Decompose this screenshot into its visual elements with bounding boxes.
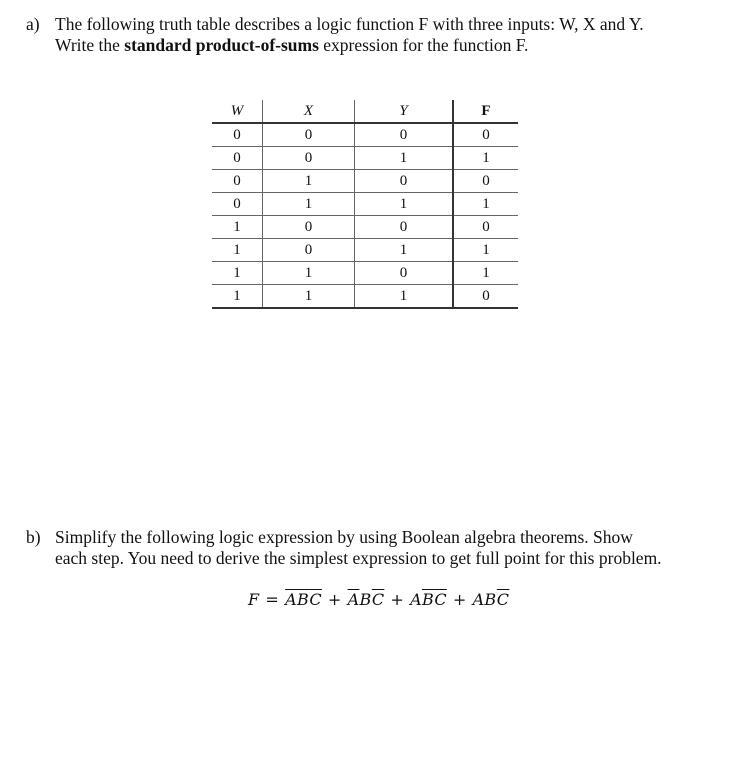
cell-x: 1 <box>263 170 355 193</box>
truth-table-header <box>212 100 518 123</box>
cell-y: 1 <box>355 193 454 216</box>
cell-w: 0 <box>212 147 263 170</box>
truth-table <box>212 100 518 309</box>
cell-x: 1 <box>263 285 355 309</box>
table-row <box>212 216 518 239</box>
cell-w: 1 <box>212 216 263 239</box>
formula-equals: = <box>265 590 280 609</box>
question-a-label: a) <box>26 14 40 34</box>
question-b-line2: each step. You need to derive the simplest expression to get full point for this problem. <box>55 548 662 568</box>
cell-x: 0 <box>263 239 355 262</box>
cell-w: 0 <box>212 193 263 216</box>
table-row <box>212 147 518 170</box>
cell-y: 0 <box>355 170 454 193</box>
term-2: $\overline{A}B\overline{C}$ <box>347 590 385 609</box>
cell-f: 0 <box>453 285 518 309</box>
cell-y: 1 <box>355 285 454 309</box>
formula-plus: + <box>390 590 405 609</box>
cell-w: 0 <box>212 123 263 147</box>
formula-plus: + <box>327 590 342 609</box>
question-b-label: b) <box>26 527 41 547</box>
cell-f: 0 <box>453 123 518 147</box>
cell-y: 1 <box>355 239 454 262</box>
formula-plus: + <box>452 590 467 609</box>
question-b-line1: Simplify the following logic expression by using Boolean algebra theorems. Show <box>55 527 633 547</box>
cell-f: 1 <box>453 147 518 170</box>
table-row <box>212 193 518 216</box>
cell-w: 1 <box>212 262 263 285</box>
cell-y: 0 <box>355 216 454 239</box>
cell-f: 1 <box>453 262 518 285</box>
cell-x: 0 <box>263 216 355 239</box>
cell-w: 1 <box>212 239 263 262</box>
cell-y: 1 <box>355 147 454 170</box>
formula-lhs: F <box>248 590 260 609</box>
table-row <box>212 239 518 262</box>
cell-x: 0 <box>263 147 355 170</box>
cell-f: 0 <box>453 170 518 193</box>
header-x: X <box>263 100 355 123</box>
question-a-emphasis: standard product-of-sums <box>124 35 319 55</box>
cell-w: 1 <box>212 285 263 309</box>
header-y: Y <box>355 100 454 123</box>
table-row <box>212 123 518 147</box>
term-3: $A\overline{B}\overline{C}$ <box>410 590 447 609</box>
header-w: W <box>212 100 263 123</box>
header-f: F <box>453 100 518 123</box>
cell-f: 1 <box>453 193 518 216</box>
question-a-line2: Write the standard product-of-sums expression for the function F. <box>55 35 529 55</box>
cell-y: 0 <box>355 123 454 147</box>
boolean-expression <box>248 590 509 609</box>
cell-x: 1 <box>263 193 355 216</box>
cell-f: 0 <box>453 216 518 239</box>
term-1: $\overline{A}\overline{B}\overline{C}$ <box>285 590 322 609</box>
table-row <box>212 262 518 285</box>
table-row <box>212 285 518 309</box>
term-4: $AB\overline{C}$ <box>472 590 510 609</box>
question-a-line1: The following truth table describes a logic function F with three inputs: W, X and Y. <box>55 14 644 34</box>
cell-x: 0 <box>263 123 355 147</box>
table-row <box>212 170 518 193</box>
cell-x: 1 <box>263 262 355 285</box>
cell-w: 0 <box>212 170 263 193</box>
cell-f: 1 <box>453 239 518 262</box>
cell-y: 0 <box>355 262 454 285</box>
